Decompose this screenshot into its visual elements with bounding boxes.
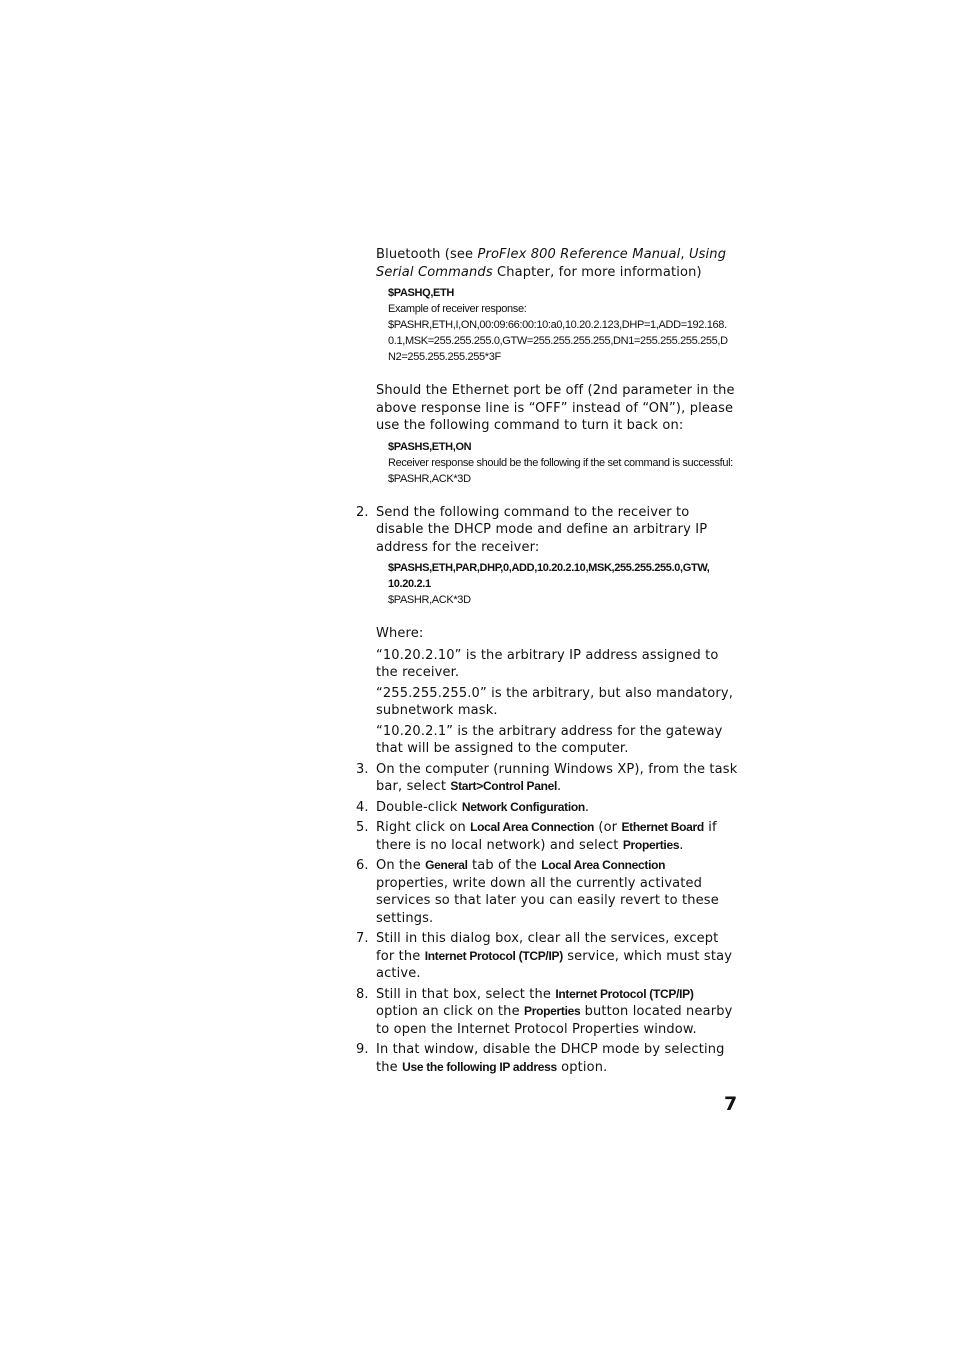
step-number: 8. xyxy=(356,986,369,1002)
step-number: 6. xyxy=(356,858,369,873)
list-item-step-6: 6. On the General tab of the Local Area Connection properties, write down all the currently activated services so that later you can easily revert to these settings. xyxy=(356,858,719,926)
where-gateway-paragraph: “10.20.2.1” is the arbitrary address for the gateway that will be assigned to the computer. xyxy=(376,723,723,756)
step-number: 2. xyxy=(356,504,369,520)
list-item-step-3: 3. On the computer (running Windows XP), from the task bar, select Start>Control Panel. xyxy=(356,761,738,794)
list-item-step-8: 8. Still in that box, select the Internet Protocol (TCP/IP) option an click on the Properties button located nearby to open the Internet Protocol Properties window. xyxy=(356,986,733,1037)
step-number: 4. xyxy=(356,799,369,815)
step-number: 9. xyxy=(356,1042,369,1057)
command-line: $PASHS,ETH,PAR,DHP,0,ADD,10.20.2.10,MSK,255.255.255.0,GTW, xyxy=(388,562,710,574)
page-number: 7 xyxy=(724,1093,738,1115)
list-item-step-2: 2. Send the following command to the receiver to disable the DHCP mode and define an arbitrary IP address for the receiver: $PASHS,ETH,PAR,DHP,0,ADD,10.20.2.10,MSK,255.255.255.0,GTW, 10.20.2.1 $PASHR,ACK*3D xyxy=(376,504,738,609)
code-block-set-ip xyxy=(388,560,738,608)
list-item-step-5: 5. Right click on Local Area Connection (or Ethernet Board if there is no local network) and select Properties. xyxy=(356,820,717,853)
command-line: 10.20.2.1 xyxy=(388,578,431,590)
ethernet-off-paragraph: Should the Ethernet port be off (2nd parameter in the above response line is “OFF” instead of “ON”), please use the following command to turn it back on: xyxy=(376,383,735,433)
response-line: $PASHR,ACK*3D xyxy=(388,472,471,485)
response-line: N2=255.255.255.255*3F xyxy=(388,351,501,363)
command-line: $PASHS,ETH,ON xyxy=(388,440,472,453)
code-block-eth-on xyxy=(388,439,738,487)
step-number: 3. xyxy=(356,761,369,777)
code-label: Example of receiver response: xyxy=(388,303,527,315)
step-number: 7. xyxy=(356,931,369,946)
list-item-step-7: 7. Still in this dialog box, clear all the services, except for the Internet Protocol (TCP/IP) service, which must stay active. xyxy=(356,931,733,981)
intro-paragraph: Bluetooth (see ProFlex 800 Reference Manual, Using Serial Commands Chapter, for more information) xyxy=(376,247,727,280)
where-label: Where: xyxy=(376,626,424,641)
step-number: 5. xyxy=(356,820,369,835)
where-ip-paragraph: “10.20.2.10” is the arbitrary IP address assigned to the receiver. xyxy=(376,647,719,680)
response-line: 0.1,MSK=255.255.255.0,GTW=255.255.255.255,DN1=255.255.255.255,D xyxy=(388,335,728,347)
where-mask-paragraph: “255.255.255.0” is the arbitrary, but also mandatory, subnetwork mask. xyxy=(376,685,733,718)
code-label: Receiver response should be the following if the set command is successful: xyxy=(388,456,733,469)
response-line: $PASHR,ACK*3D xyxy=(388,594,471,606)
list-item-step-9: 9. In that window, disable the DHCP mode by selecting the Use the following IP address option. xyxy=(356,1042,725,1075)
command-line: $PASHQ,ETH xyxy=(388,287,454,299)
response-line: $PASHR,ETH,I,ON,00:09:66:00:10:a0,10.20.2.123,DHP=1,ADD=192.168. xyxy=(388,319,727,331)
list-item-step-4: 4. Double-click Network Configuration. xyxy=(356,799,590,815)
main-column xyxy=(356,246,738,1076)
code-block-query xyxy=(388,285,738,365)
